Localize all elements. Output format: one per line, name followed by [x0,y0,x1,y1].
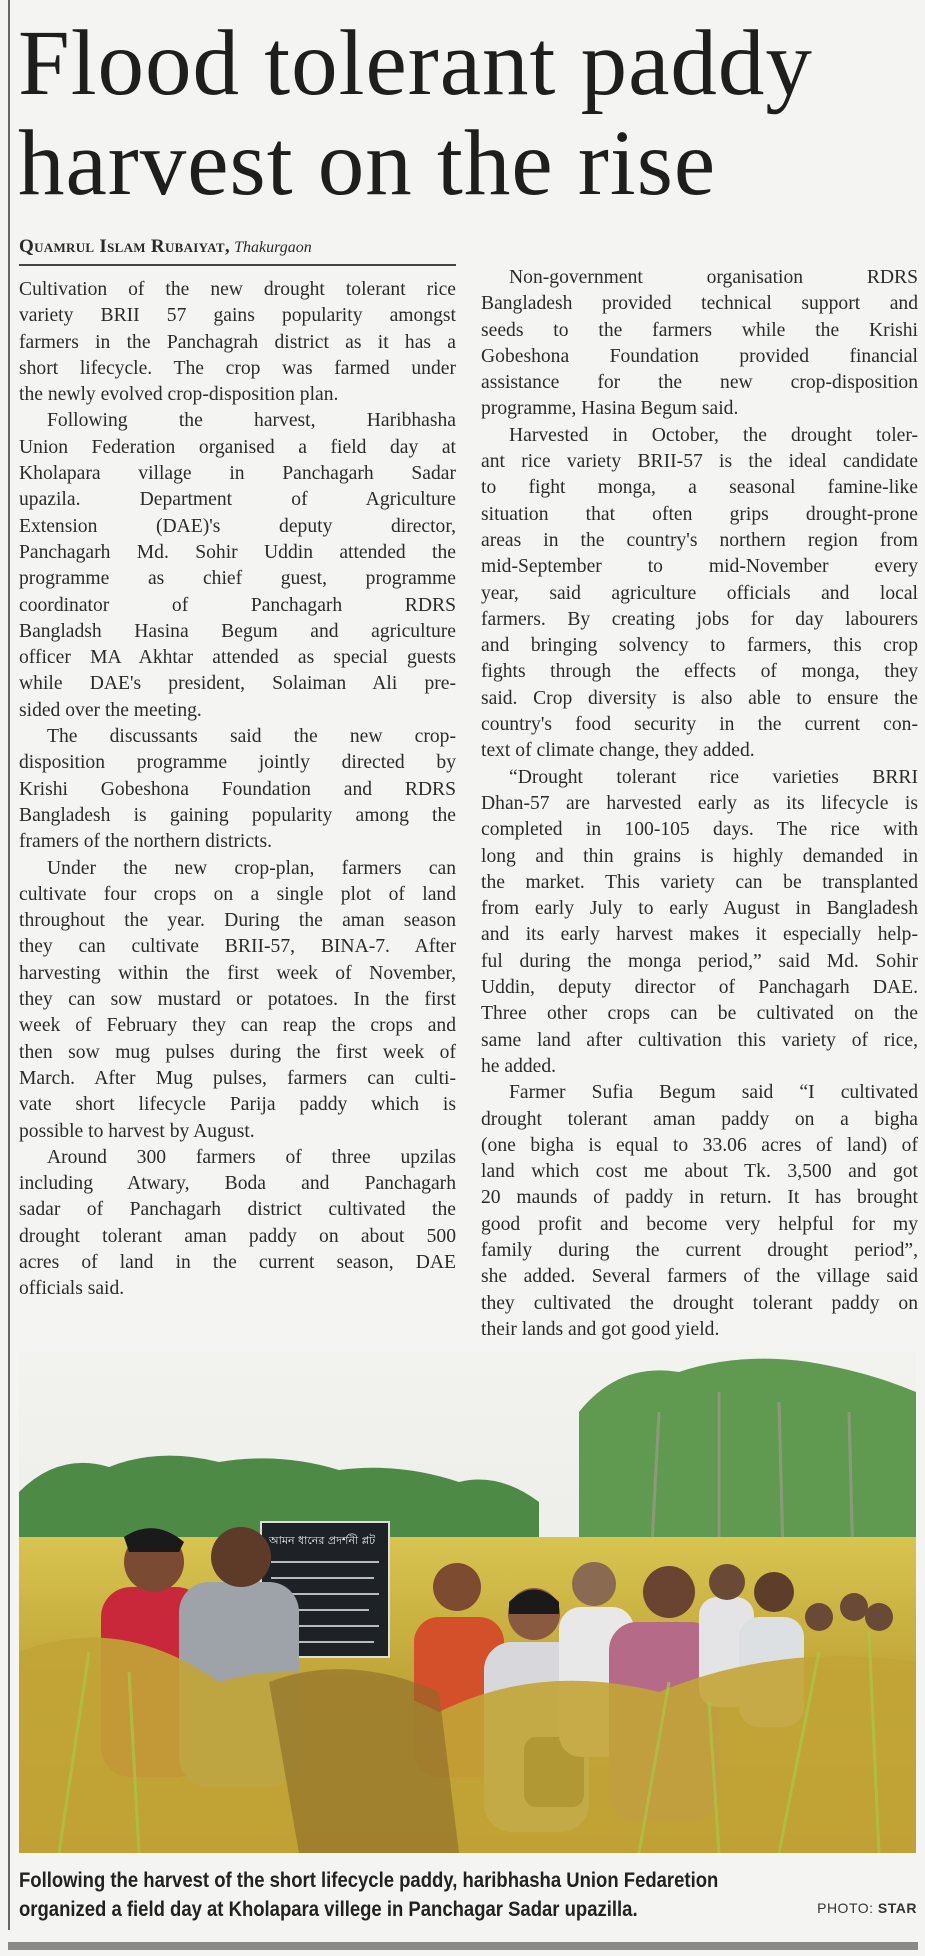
text-line: said. Crop diversity is also able to ensure the [481,687,918,709]
article-paragraph [19,1145,456,1303]
text-line: upazila. Department of Agriculture [19,489,456,511]
text-line: country's food security in the current con- [481,714,918,736]
text-line: Harvested in October, the drought toler- [509,424,918,446]
text-line: “Drought tolerant rice varieties BRRI [509,766,918,788]
sign-text: আমন ধানের প্রদর্শনী প্লট [269,1534,376,1547]
text-line: Around 300 farmers of three upzilas [47,1146,456,1168]
text-line: short lifecycle. The crop was farmed under [19,357,456,379]
text-line: ful during the monga period,” said Md. Sohir [481,950,918,972]
text-line: disposition programme jointly directed by [19,752,456,774]
caption-line-1: Following the harvest of the short lifecycle paddy, haribhasha Union Fedaretion [19,1868,719,1892]
text-line: Panchagarh Md. Sohir Uddin attended the [19,541,456,563]
text-line: cultivate four crops on a single plot of land [19,883,456,905]
text-line: Farmer Sufia Begum said “I cultivated [509,1082,918,1104]
article-paragraph [481,423,918,765]
photo-credit [817,1900,917,1916]
text-line: Krishi Gobeshona Foundation and RDRS [19,778,456,800]
article-paragraph [19,724,456,855]
text-line: variety BRII 57 gains popularity amongst [19,305,456,327]
text-line: long and thin grains is highly demanded in [481,845,918,867]
text-line: farmers in the Panchagrah district as it has a [19,331,456,353]
text-line: text of climate change, they added. [481,740,755,762]
text-line: drought tolerant aman paddy on about 500 [19,1225,456,1247]
article-column-right [481,265,918,1343]
text-line: they can sow mustard or potatoes. In the first [19,989,456,1011]
text-line: 20 maunds of paddy in return. It has brought [481,1187,918,1209]
text-line: programme, Hasina Begum said. [481,398,739,420]
text-line: Non-government organisation RDRS [509,267,918,288]
text-line: Bangladesh is gaining popularity among the [19,804,456,826]
text-line: programme as chief guest, programme [19,568,456,590]
photo-credit-source: STAR [877,1900,917,1916]
article-paragraph [19,856,456,1145]
headline-line-1: Flood tolerant paddy [18,12,813,115]
text-line: throughout the year. During the aman season [19,910,456,932]
column-rule-left [8,0,10,1930]
byline [19,236,456,266]
text-line: good profit and become very helpful for my [481,1213,918,1235]
headline [18,14,918,214]
text-line: fights through the effects of monga, they [481,661,918,683]
text-line: family during the current drought period”, [481,1239,918,1261]
text-line: Gobeshona Foundation provided financial [481,345,918,367]
text-line: Three other crops can be cultivated on the [481,1003,918,1025]
text-line: sided over the meeting. [19,699,202,721]
text-line: from early July to early August in Bangladesh [481,898,918,920]
article-column-left [19,277,456,1303]
photo-credit-label: PHOTO: [817,1900,874,1916]
text-line: land which cost me about Tk. 3,500 and got [481,1161,918,1183]
text-line: officials said. [19,1278,125,1300]
text-line: Cultivation of the new drought tolerant rice [19,279,456,300]
text-line: Bangladsh Hasina Begum and agriculture [19,620,456,642]
text-line: The discussants said the new crop- [47,726,456,748]
article-paragraph [481,765,918,1081]
text-line: Union Federation organised a field day at [19,436,456,458]
article-paragraph [19,277,456,408]
text-line: then sow mug pulses during the first week of [19,1041,456,1063]
text-line: farmers. By creating jobs for day labourers [481,608,918,630]
headline-line-2: harvest on the rise [18,112,717,215]
article-paragraph [481,1080,918,1343]
text-line: vate short lifecycle Parija paddy which is [19,1094,456,1116]
bottom-rule [8,1942,918,1950]
text-line: their lands and got good yield. [481,1318,720,1340]
dateline-location: Thakurgaon [234,239,312,256]
text-line: framers of the northern districts. [19,831,273,853]
text-line: Extension (DAE)'s deputy director, [19,515,456,537]
text-line: same land after cultivation this variety of rice, [481,1029,918,1051]
text-line: the market. This variety can be transplanted [481,871,918,893]
text-line: mid-September to mid-November every [481,556,918,578]
text-line: officer MA Akhtar attended as special guests [19,647,456,669]
text-line: acres of land in the current season, DAE [19,1251,456,1273]
text-line: year, said agriculture officials and local [481,582,918,604]
text-line: including Atwary, Boda and Panchagarh [19,1173,456,1195]
text-line: March. After Mug pulses, farmers can culti- [19,1067,456,1089]
text-line: and its early harvest makes it especially help- [481,924,918,946]
text-line: Following the harvest, Haribhasha [47,410,456,432]
text-line: and bringing solvency to farmers, this crop [481,635,918,657]
text-line: areas in the country's northern region from [481,529,918,551]
text-line: completed in 100-105 days. The rice with [481,819,918,841]
text-line: he added. [481,1055,557,1077]
text-line: coordinator of Panchagarh RDRS [19,594,456,616]
text-line: drought tolerant aman paddy on a bigha [481,1108,918,1130]
text-line: while DAE's president, Solaiman Ali pre- [19,673,456,695]
text-line: Kholapara village in Panchagarh Sadar [19,463,456,485]
caption-line-2: organized a field day at Kholapara villege in Panchagar Sadar upazilla. [19,1897,638,1921]
text-line: Under the new crop-plan, farmers can [47,857,456,879]
article-paragraph [19,408,456,724]
text-line: week of February they can reap the crops and [19,1015,456,1037]
text-line: the newly evolved crop-disposition plan. [19,384,339,406]
photo-caption [19,1866,793,1924]
text-line: Bangladesh provided technical support and [481,293,918,315]
text-line: Uddin, deputy director of Panchagarh DAE. [481,977,918,999]
news-photo-paddy-field [19,1352,916,1853]
text-line: situation that often grips drought-prone [481,503,918,525]
text-line: they can cultivate BRII-57, BINA-7. After [19,936,456,958]
text-line: to fight monga, a seasonal famine-like [481,477,918,499]
text-line: ant rice variety BRII-57 is the ideal candidate [481,451,918,473]
text-line: possible to harvest by August. [19,1120,255,1142]
text-line: seeds to the farmers while the Krishi [481,319,918,341]
text-line: assistance for the new crop-disposition [481,372,918,394]
text-line: sadar of Panchagarh district cultivated the [19,1199,456,1221]
text-line: she added. Several farmers of the village said [481,1266,918,1288]
text-line: (one bigha is equal to 33.06 acres of land) of [481,1134,918,1156]
text-line: they cultivated the drought tolerant paddy on [481,1292,918,1314]
text-line: harvesting within the first week of November, [19,962,456,984]
author-name: Quamrul Islam Rubaiyat, [19,236,230,257]
article-paragraph [481,265,918,423]
text-line: Dhan-57 are harvested early as its lifecycle is [481,792,918,814]
